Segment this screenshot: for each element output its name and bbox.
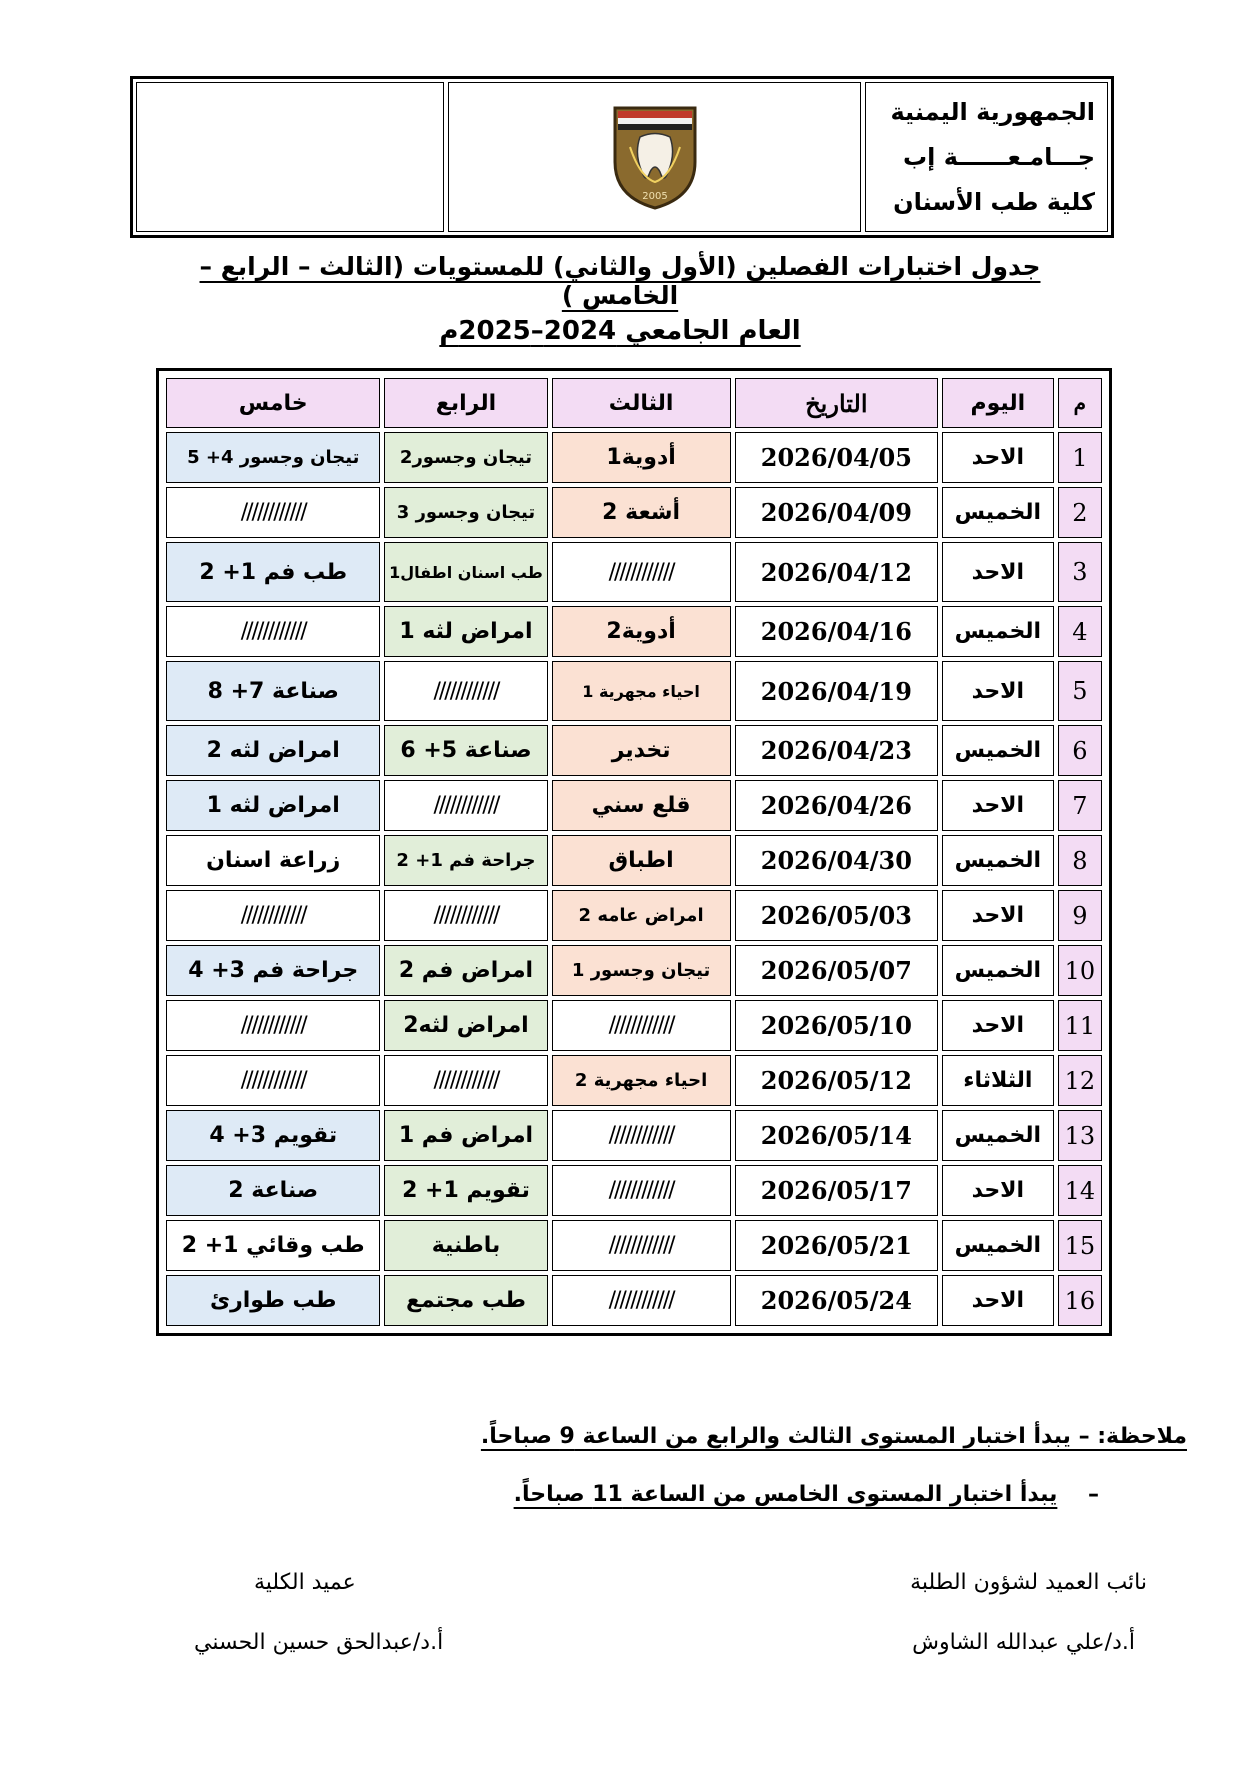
level3-exam: أدوية1 — [552, 432, 731, 483]
level5-exam: جراحة فم 3+ 4 — [166, 945, 380, 996]
col-header-date: التاريخ — [735, 378, 938, 428]
row-date: 2026/04/26 — [735, 780, 938, 831]
level3-exam: تيجان وجسور 1 — [552, 945, 731, 996]
row-date: 2026/04/12 — [735, 542, 938, 602]
row-num: 2 — [1058, 487, 1102, 538]
row-num: 1 — [1058, 432, 1102, 483]
dean-title: عميد الكلية — [254, 1570, 356, 1595]
note-level5-text: يبدأ اختبار المستوى الخامس من الساعة 11 صباحاً. — [513, 1482, 1058, 1507]
page-title: جدول اختبارات الفصلين (الأول والثاني) للمستويات (الثالث – الرابع – الخامس ) — [199, 252, 1041, 310]
level4-exam: امراض فم 2 — [384, 945, 547, 996]
level5-exam: امراض لثه 2 — [166, 725, 380, 776]
level4-exam: امراض لثه2 — [384, 1000, 547, 1051]
row-day: الاحد — [942, 1000, 1054, 1051]
level3-exam: أشعة 2 — [552, 487, 731, 538]
table-row — [166, 432, 1102, 483]
level4-exam: صناعة 5+ 6 — [384, 725, 547, 776]
row-day: الاحد — [942, 1275, 1054, 1326]
level3-exam: احياء مجهرية 1 — [552, 661, 731, 721]
row-num: 9 — [1058, 890, 1102, 941]
level4-exam: //////////// — [384, 780, 547, 831]
row-date: 2026/05/14 — [735, 1110, 938, 1161]
col-header-level5: خامس — [166, 378, 380, 428]
col-header-level3: الثالث — [552, 378, 731, 428]
row-date: 2026/04/16 — [735, 606, 938, 657]
vice-dean-name: أ.د/علي عبدالله الشاوش — [912, 1630, 1135, 1655]
row-date: 2026/04/09 — [735, 487, 938, 538]
logo-block — [448, 82, 861, 232]
row-date: 2026/05/07 — [735, 945, 938, 996]
level3-exam: //////////// — [552, 1165, 731, 1216]
col-header-level4: الرابع — [384, 378, 547, 428]
faculty-name: كلية طب الأسنان — [893, 188, 1095, 217]
row-date: 2026/04/30 — [735, 835, 938, 886]
level5-exam: //////////// — [166, 890, 380, 941]
row-day: الخميس — [942, 487, 1054, 538]
level5-exam: //////////// — [166, 487, 380, 538]
row-day: الثلاثاء — [942, 1055, 1054, 1106]
row-num: 4 — [1058, 606, 1102, 657]
level4-exam: //////////// — [384, 1055, 547, 1106]
level4-exam: امراض لثه 1 — [384, 606, 547, 657]
table-row — [166, 890, 1102, 941]
table-row — [166, 487, 1102, 538]
row-day: الاحد — [942, 1165, 1054, 1216]
row-day: الخميس — [942, 725, 1054, 776]
row-day: الخميس — [942, 1220, 1054, 1271]
row-day: الاحد — [942, 780, 1054, 831]
row-num: 5 — [1058, 661, 1102, 721]
level3-exam: //////////// — [552, 1000, 731, 1051]
level5-exam: تقويم 3+ 4 — [166, 1110, 380, 1161]
table-row — [166, 725, 1102, 776]
col-header-day: اليوم — [942, 378, 1054, 428]
row-date: 2026/05/17 — [735, 1165, 938, 1216]
row-num: 12 — [1058, 1055, 1102, 1106]
level3-exam: قلع سني — [552, 780, 731, 831]
table-row — [166, 1220, 1102, 1271]
country-name: الجمهورية اليمنية — [890, 97, 1095, 126]
row-day: الخميس — [942, 606, 1054, 657]
row-day: الاحد — [942, 661, 1054, 721]
logo-year: 2005 — [641, 191, 668, 202]
level4-exam: //////////// — [384, 661, 547, 721]
level4-exam: تيجان وجسور 3 — [384, 487, 547, 538]
faculty-logo-icon — [610, 102, 700, 212]
note-dash: – — [1088, 1482, 1099, 1507]
table-row — [166, 945, 1102, 996]
row-num: 8 — [1058, 835, 1102, 886]
row-day: الخميس — [942, 1110, 1054, 1161]
level4-exam: امراض فم 1 — [384, 1110, 547, 1161]
academic-year: العام الجامعي 2024–2025م — [439, 316, 801, 346]
level5-exam: //////////// — [166, 1000, 380, 1051]
row-day: الاحد — [942, 890, 1054, 941]
row-date: 2026/04/19 — [735, 661, 938, 721]
row-num: 11 — [1058, 1000, 1102, 1051]
level4-exam: جراحة فم 1+ 2 — [384, 835, 547, 886]
level5-exam: طب وقائي 1+ 2 — [166, 1220, 380, 1271]
level5-exam: //////////// — [166, 606, 380, 657]
level5-exam: طب فم 1+ 2 — [166, 542, 380, 602]
table-row — [166, 606, 1102, 657]
note-level3-4: ملاحظة: – يبدأ اختبار المستوى الثالث والرابع من الساعة 9 صباحاً. — [480, 1424, 1187, 1449]
level3-exam: اطباق — [552, 835, 731, 886]
level5-exam: امراض لثه 1 — [166, 780, 380, 831]
col-header-num: م — [1058, 378, 1102, 428]
blank-header-cell — [136, 82, 444, 232]
schedule-table — [162, 374, 1106, 1330]
level3-exam: احياء مجهرية 2 — [552, 1055, 731, 1106]
row-num: 13 — [1058, 1110, 1102, 1161]
level3-exam: //////////// — [552, 542, 731, 602]
row-date: 2026/05/24 — [735, 1275, 938, 1326]
table-row — [166, 1110, 1102, 1161]
row-num: 16 — [1058, 1275, 1102, 1326]
level4-exam: تيجان وجسور2 — [384, 432, 547, 483]
table-row — [166, 542, 1102, 602]
row-date: 2026/05/10 — [735, 1000, 938, 1051]
vice-dean-title: نائب العميد لشؤون الطلبة — [910, 1570, 1147, 1595]
exam-schedule — [156, 368, 1112, 1336]
level3-exam: امراض عامه 2 — [552, 890, 731, 941]
row-date: 2026/05/21 — [735, 1220, 938, 1271]
table-row — [166, 1165, 1102, 1216]
row-num: 6 — [1058, 725, 1102, 776]
row-date: 2026/04/23 — [735, 725, 938, 776]
row-day: الاحد — [942, 432, 1054, 483]
level5-exam: //////////// — [166, 1055, 380, 1106]
table-row — [166, 1000, 1102, 1051]
level3-exam: أدوية2 — [552, 606, 731, 657]
level5-exam: صناعة 7+ 8 — [166, 661, 380, 721]
level4-exam: طب مجتمع — [384, 1275, 547, 1326]
level4-exam: طب اسنان اطفال1 — [384, 542, 547, 602]
table-row — [166, 661, 1102, 721]
level4-exam: باطنية — [384, 1220, 547, 1271]
table-header-row — [166, 378, 1102, 428]
note-level5 — [514, 1482, 1099, 1507]
table-row — [166, 1275, 1102, 1326]
row-date: 2026/05/03 — [735, 890, 938, 941]
level3-exam: //////////// — [552, 1275, 731, 1326]
level3-exam: //////////// — [552, 1110, 731, 1161]
row-date: 2026/05/12 — [735, 1055, 938, 1106]
letterhead — [130, 76, 1114, 238]
row-date: 2026/04/05 — [735, 432, 938, 483]
row-num: 15 — [1058, 1220, 1102, 1271]
level5-exam: زراعة اسنان — [166, 835, 380, 886]
row-num: 14 — [1058, 1165, 1102, 1216]
table-row — [166, 835, 1102, 886]
table-row — [166, 1055, 1102, 1106]
institution-block — [865, 82, 1108, 232]
university-name: جـــامـعــــــة إب — [903, 142, 1095, 171]
row-day: الخميس — [942, 945, 1054, 996]
row-num: 7 — [1058, 780, 1102, 831]
level4-exam: تقويم 1+ 2 — [384, 1165, 547, 1216]
row-num: 3 — [1058, 542, 1102, 602]
row-num: 10 — [1058, 945, 1102, 996]
row-day: الخميس — [942, 835, 1054, 886]
level4-exam: //////////// — [384, 890, 547, 941]
level5-exam: صناعة 2 — [166, 1165, 380, 1216]
level5-exam: تيجان وجسور 4+ 5 — [166, 432, 380, 483]
dean-name: أ.د/عبدالحق حسين الحسني — [194, 1630, 444, 1655]
level5-exam: طب طوارئ — [166, 1275, 380, 1326]
table-row — [166, 780, 1102, 831]
level3-exam: //////////// — [552, 1220, 731, 1271]
row-day: الاحد — [942, 542, 1054, 602]
level3-exam: تخدير — [552, 725, 731, 776]
